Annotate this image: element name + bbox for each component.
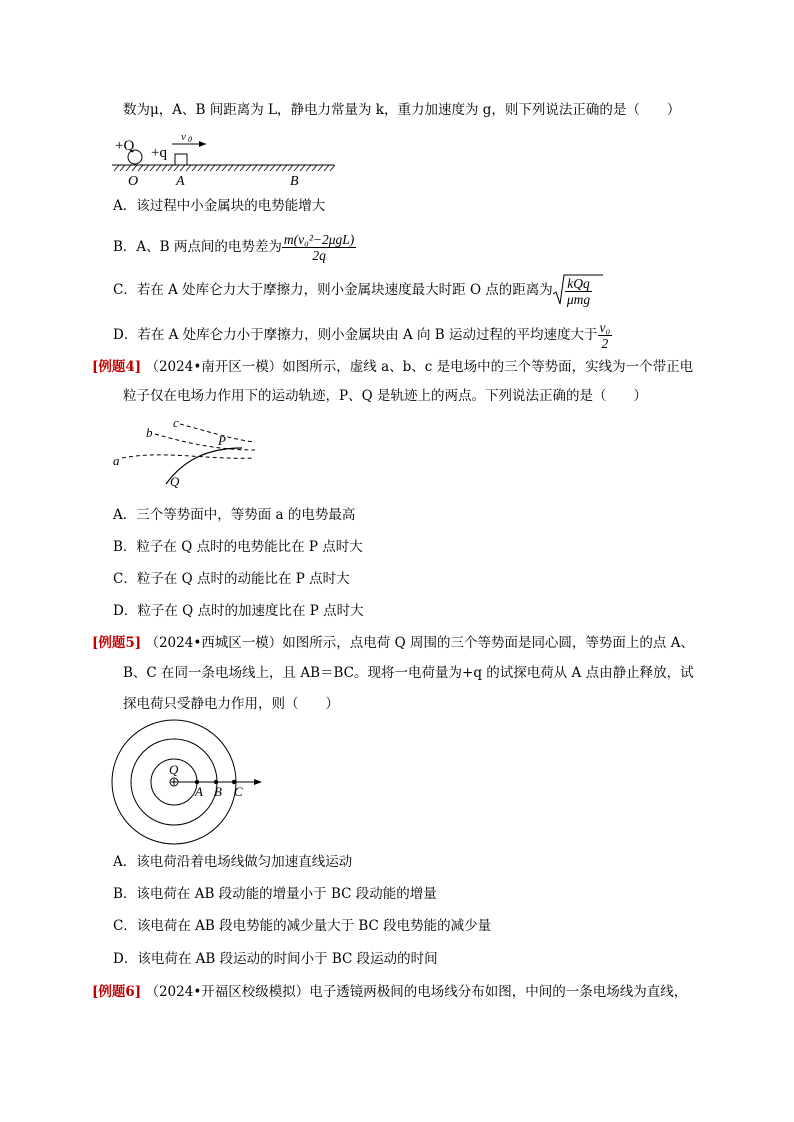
q4-fig-c: c: [173, 415, 179, 430]
q3-option-c: [113, 273, 592, 308]
q3-option-c-text: C．若在 A 处库仑力大于摩擦力，则小金属块速度最大时距 O 点的距离为: [113, 282, 553, 298]
q4-fig-a: a: [113, 453, 120, 468]
q5-stem-line3: 探电荷只受静电力作用，则（ ）: [123, 696, 339, 712]
q4-option-a: A．三个等势面中，等势面 a 的电势最高: [113, 507, 356, 523]
q3-option-d-numerator: v₀: [599, 320, 611, 335]
q3-figure: [110, 128, 340, 190]
q5-option-b: B．该电荷在 AB 段动能的增量小于 BC 段动能的增量: [113, 886, 437, 902]
q6-line1-text: （2024•开福区校级模拟）电子透镜两极间的电场线分布如图，中间的一条电场线为直线，: [145, 984, 688, 1000]
q3-fig-B: B: [290, 174, 299, 189]
q4-option-c: C．粒子在 Q 点时的动能比在 P 点时大: [113, 571, 350, 587]
q3-option-a: A．该过程中小金属块的电势能增大: [113, 198, 326, 214]
q5-stem-line1: [92, 634, 694, 652]
q4-fig-Q: Q: [170, 474, 180, 489]
q4-line1-text: （2024•南开区一模）如图所示，虚线 a、b、c 是电场中的三个等势面，实线为一个带正电: [145, 359, 694, 375]
q3-option-b-numerator: m(v₀²−2μgL): [283, 232, 355, 247]
equipotential-a: [122, 455, 255, 458]
q4-fig-P: P: [218, 433, 226, 448]
q3-option-b: [113, 230, 356, 264]
q5-fig-C: C: [234, 784, 243, 799]
q4-fig-b: b: [146, 425, 153, 440]
example-label: [例题4]: [92, 359, 142, 375]
q5-option-c: C．该电荷在 AB 段电势能的减少量大于 BC 段电势能的减少量: [113, 918, 492, 934]
q3-option-b-denominator: 2q: [312, 248, 326, 263]
q3-option-c-numerator: kQq: [565, 276, 592, 292]
q3-stem-tail: 数为μ，A、B 间距离为 L，静电力常量为 k，重力加速度为 g，则下列说法正确的是（ ）: [123, 102, 681, 118]
q3-fig-plusQ: +Q: [115, 138, 135, 154]
q3-option-d-denominator: 2: [601, 336, 609, 351]
q3-fig-plusq: +q: [151, 145, 167, 161]
ground-hatch: [114, 165, 335, 171]
q5-stem-line2: B、C 在同一条电场线上，且 AB＝BC。现将一电荷量为+q 的试探电荷从 A 点由静止释放，试: [123, 665, 694, 681]
q5-option-a: A．该电荷沿着电场线做匀加速直线运动: [113, 854, 353, 870]
q3-option-c-denominator: μmg: [566, 291, 591, 307]
q5-option-d: D．该电荷在 AB 段运动的时间小于 BC 段运动的时间: [113, 951, 438, 967]
charge-ball: [128, 150, 142, 164]
q3-option-d: [113, 318, 612, 352]
example-label: [例题6]: [92, 984, 142, 1000]
q3-option-b-text: B．A、B 两点间的电势差为: [113, 239, 282, 255]
q6-stem-line1: [92, 983, 687, 1001]
q3-option-d-text: D．若在 A 处库仑力小于摩擦力，则小金属块由 A 向 B 运动过程的平均速度大于: [113, 327, 598, 343]
q4-stem-line2: 粒子仅在电场力作用下的运动轨迹，P、Q 是轨迹上的两点。下列说法正确的是（ ）: [123, 388, 647, 404]
metal-block: [175, 154, 187, 165]
q4-stem-line1: [92, 358, 693, 376]
arrow-head: [199, 141, 206, 147]
q3-fig-v0: v: [181, 131, 186, 143]
q4-figure: [110, 412, 260, 492]
q4-option-b: B．粒子在 Q 点时的电势能比在 P 点时大: [113, 539, 363, 555]
field-arrow-head: [254, 779, 262, 785]
q5-fig-Q: Q: [169, 762, 179, 777]
q3-option-c-sqrt: [553, 274, 592, 308]
q4-option-d: D．粒子在 Q 点时的加速度比在 P 点时大: [113, 603, 364, 619]
q5-fig-A: A: [195, 784, 203, 799]
q3-fig-O: O: [128, 174, 139, 189]
q5-line1-text: （2024•西城区一模）如图所示，点电荷 Q 周围的三个等势面是同心圆，等势面上的点 A、: [145, 635, 694, 651]
q3-fig-A: A: [176, 174, 185, 189]
q3-option-d-fraction: [598, 320, 613, 351]
q5-fig-B: B: [214, 784, 222, 799]
q3-option-b-fraction: [282, 232, 356, 263]
radical-sign-icon: [553, 274, 603, 306]
q5-figure: [108, 718, 268, 848]
example-label: [例题5]: [92, 635, 142, 651]
q3-fig-v0sub: 0: [188, 135, 192, 144]
